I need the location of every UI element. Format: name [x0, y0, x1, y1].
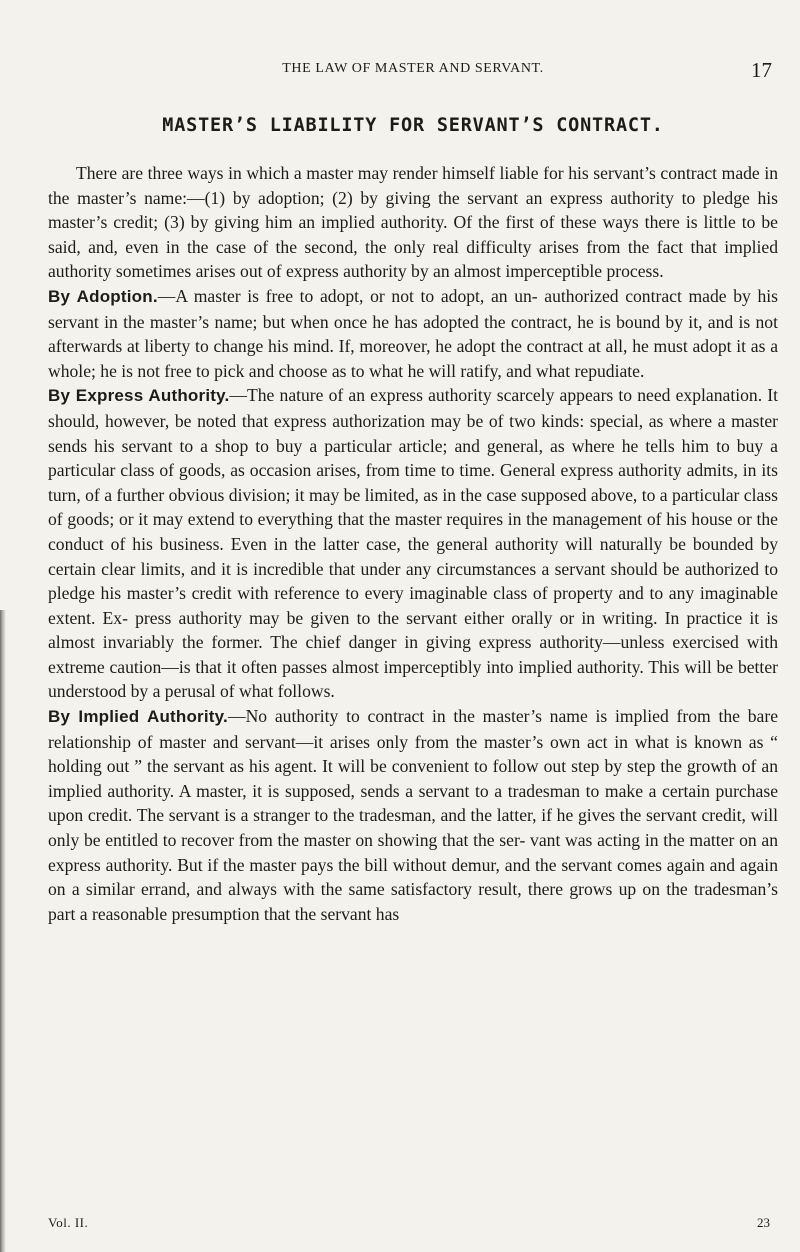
section-heading-adoption: By Adoption.: [48, 286, 158, 306]
paragraph-adoption: [48, 284, 778, 383]
page-footer: [48, 1215, 778, 1235]
paragraph-adoption-text: —A master is free to adopt, or not to adopt, an un- authorized contract made by his servant in the master’s name; but when once he has adopted the contract, he is bound by it, and is not afterwards at liberty to change his mind. If, moreover, he adopt the contract at all, he must adopt it as a whole; he is not free to pick and choose as to what he will ratify, and what repudiate.: [48, 285, 779, 381]
paragraph-implied-authority-text: —No authority to contract in the master’s name is implied from the bare relationship of master and servant—it arises only from the master’s own act in what is known as “ holding out ” the servant as his agent. It will be convenient to follow out step by step the growth of an implied authority. A master, it is supposed, sends a servant to a tradesman to make a certain purchase upon credit. The servant is a stranger to the tradesman, and the latter, if he gives the servant credit, will only be entitled to recover from the master on showing that the ser- vant was acting in the matter on an express authority. But if the master pays the bill without demur, and the servant comes again and again on a similar errand, and always with the same satisfactory result, there grows up on the tradesman’s part a reasonable presumption that the servant has: [48, 706, 778, 924]
page-number: 17: [751, 58, 772, 82]
running-title: THE LAW OF MASTER AND SERVANT.: [282, 61, 544, 76]
paragraph-express-authority: [48, 383, 778, 704]
paragraph-implied-authority: [48, 704, 778, 926]
section-heading-implied-authority: By Implied Authority.: [48, 707, 228, 727]
running-head: [46, 58, 780, 82]
paragraph-express-authority-text: —The nature of an express authority scarcely appears to need explanation. It should, however, be noted that express authorization may be of two kinds: special, as where a master sends his servant to a shop to buy a particular article; and general, as where he tells him to buy a particular class of goods, as occasion arises, from time to time. General express authority admits, in its turn, of a further obvious division; it may be limited, as in the case supposed above, to a particular class of goods; or it may extend to everything that the master requires in the management of his house or the conduct of his business. Even in the latter case, the general authority will naturally be bounded by certain clear limits, and it is incredible that under any circumstances a servant should be authorized to pledge his master’s credit with reference to every imaginable class of property and to any imaginable extent. Ex- press authority may be given to the servant either orally or in writing. In practice it is almost invariably the former. The chief danger in giving express authority—unless exercised with extreme caution—is that it often passes almost imperceptibly into implied authority. This will be better understood by a perusal of what follows.: [48, 385, 778, 702]
page-edge-shadow: [0, 610, 6, 1252]
volume-mark: Vol. II.: [48, 1215, 89, 1230]
body-text: [48, 161, 778, 926]
signature-mark: 23: [757, 1215, 770, 1230]
section-heading-express-authority: By Express Authority.: [48, 386, 230, 406]
paragraph-intro: There are three ways in which a master may render himself liable for his servant’s contract made in the master’s name:—(1) by adoption; (2) by giving the servant an express authority to pledge his master’s credit; (3) by giving him an implied authority. Of the first of these ways there is little to be said, and, even in the case of the second, the only real difficulty arises from the fact that implied authority sometimes arises out of express authority by an almost imperceptible process.: [48, 163, 778, 282]
chapter-heading: MASTER’S LIABILITY FOR SERVANT’S CONTRACT.: [162, 115, 664, 136]
